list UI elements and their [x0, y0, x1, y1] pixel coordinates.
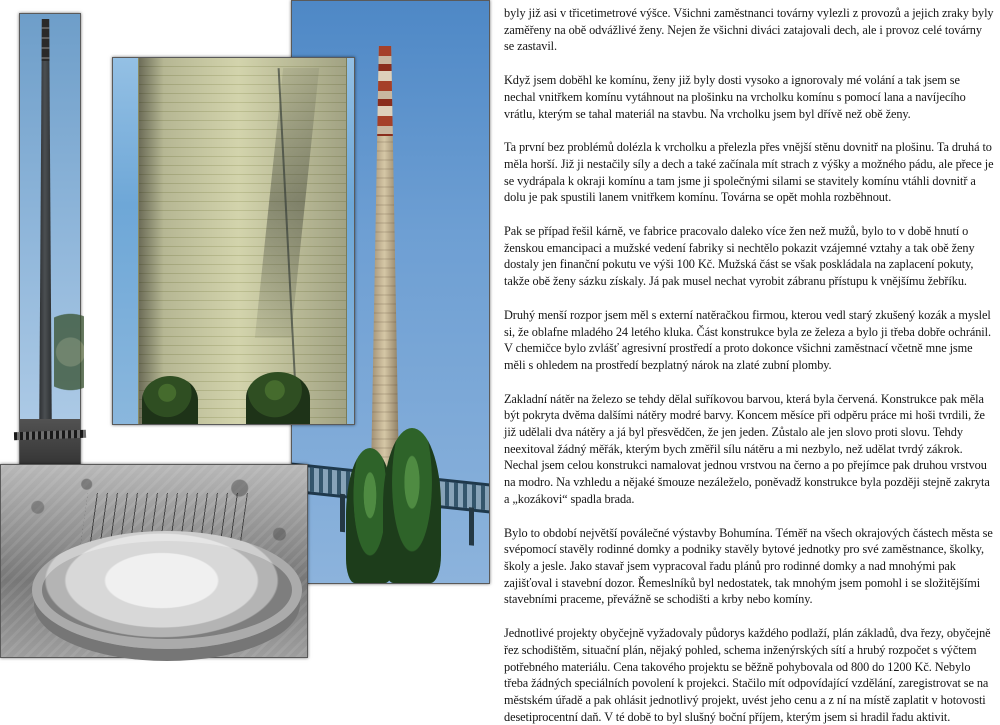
photo-collage	[0, 0, 490, 665]
foundation-photo	[0, 464, 308, 658]
article-paragraph: Zakladní nátěr na železo se tehdy dělal suříkovou barvou, která byla červená. Konstrukce pak měla být pokryta dvěma dalšími nátěry modré barvy. Koncem měsíce při odpěru práce mi hoši tvrdili, že již udělali dva nátěry a já byl přesvědčen, že jen jeden. Zůstalo ale jen slovo proti slovu. Tehdy neexitoval žádný měřák, kterým bych změřil sílu nátěru a mi nezbylo, než udělat tvrdý zákrok. Nechal jsem celou konstrukci namalovat jednou vrstvou na černo a po přejímce pak druhou vrstvou na modro. Na vzhledu a nějaké šmouze nezáleželo, poněvadž konstrukce byla později stejně zakryta a „kozákovi“ spadla brada.	[504, 391, 990, 506]
shrub-icon	[246, 372, 310, 424]
striped-chimney-icon	[371, 46, 399, 476]
shrub-icon	[142, 376, 198, 424]
tree-icon	[54, 289, 84, 429]
article-paragraph: Pak se případ řešil kárně, ve fabrice pracovalo daleko více žen než mužů, bylo to v době hnutí o ženskou emancipaci a mužské vedení fabriky si nechtělo pokazit vzájemné vztahy a tak obě ženy dostaly jen finanční pokutu ve výši 100 Kč. Mužská část se však poskládala na zaplacení pokuty, takže obě ženy sázku získaly. Já pak musel nechat vyrobit zábranu přístupu k vnějšímu žebříku.	[504, 224, 975, 289]
article-paragraph: Ta první bez problémů dolézla k vrcholku a přelezla přes vnější stěnu dovnitř na plošinu. Ta druhá to měla horší. Již ji nestačily síly a dech a také začínala mít strach z výšky a možného pádu, ale přece je se vydrápala k okraji komínu a tam jsme ji společnými silami se stavitely komínu vtáhli dovnitř a dolu je pak spustili lanem vnitřkem komínu. Továrna se opět mohla rozběhnout.	[504, 140, 994, 205]
article-paragraph: Bylo to období největší poválečné výstavby Bohumína. Téměř na všech okrajových částech města se svépomocí stavěly rodinné domky a podniky stavěly bytové jednotky pro své zaměstnance, školky, školy a jesle. Jako stavař jsem vypracoval řadu plánů pro rodinné domky a nad mnohými pak zajišťoval i stavební dozor. Řemeslníků byl nedostatek, tak mnohým jsem pomohl i se složitějšími stavebními praceme, převážně se schodišti a krby nebo komíny.	[504, 525, 993, 607]
slim-chimney-icon	[39, 19, 52, 459]
article-text-column	[504, 5, 994, 724]
foundation-ring-icon	[32, 531, 302, 649]
closeup-chimney-photo	[112, 57, 355, 425]
article-paragraph: Jednotlivé projekty obyčejně vyžadovaly půdorys každého podlaží, plán základů, dva řezy, obyčejně řez schodištěm, situační plán, nějaký pohled, schema inženýrských sítí a hrubý rozpočet s výčtem potřebného materiálu. Cena takového projektu se běžně pohybovala od 800 do 1200 Kč. Nebylo třeba žádných speciálních povolení k projekci. Stačilo mít odpovídající vzdělání, zaregistrovat se na městském úřadě a pak ohlásit jednotlivý projekt, uvést jeho cenu a z ní na místě zaplatit v hotovosti desetiprocentní daň. V té době to byl slušný boční příjem, kterým jsem si hradil řadu aktivit.	[504, 626, 991, 724]
cypress-tree-icon	[383, 428, 441, 583]
brick-chimney-icon	[138, 58, 347, 424]
article-paragraph: Když jsem doběhl ke komínu, ženy již byly dosti vysoko a ignorovaly mé volání a tak jsem se nechal vnitřkem komínu vytáhnout na plošinku na vrcholku komínu s pomocí lana a navíjecího vrátlu, kterým se tahal materiál na stavbu. Na vrcholku jsem byl dřívě než obě ženy.	[504, 73, 966, 121]
left-chimney-photo	[19, 13, 81, 497]
article-paragraph: Druhý menší rozpor jsem měl s externí natěračkou firmou, kterou vedl starý zkušený kozák a myslel si, že oblafne mladého 24 letého kluka. Část konstrukce byla ze železa a bylo ji třeba dobře ochránil. V chemičce bylo zvlášť agresivní prostředí a proto dokonce všichni zaměstnací včetně mne jsme měli s ohledem na prostředí bezplatný nárok na zlaté zubní plomby.	[504, 307, 991, 372]
article-paragraph: byly již asi v třicetimetrové výšce. Všichni zaměstnanci továrny vylezli z provozů a jejich zraky byly zaměřeny na obě odvážlivé ženy. Nejen že všichni diváci zatajovali dech, ale i provoz celé továrny se zastavil.	[504, 6, 994, 54]
